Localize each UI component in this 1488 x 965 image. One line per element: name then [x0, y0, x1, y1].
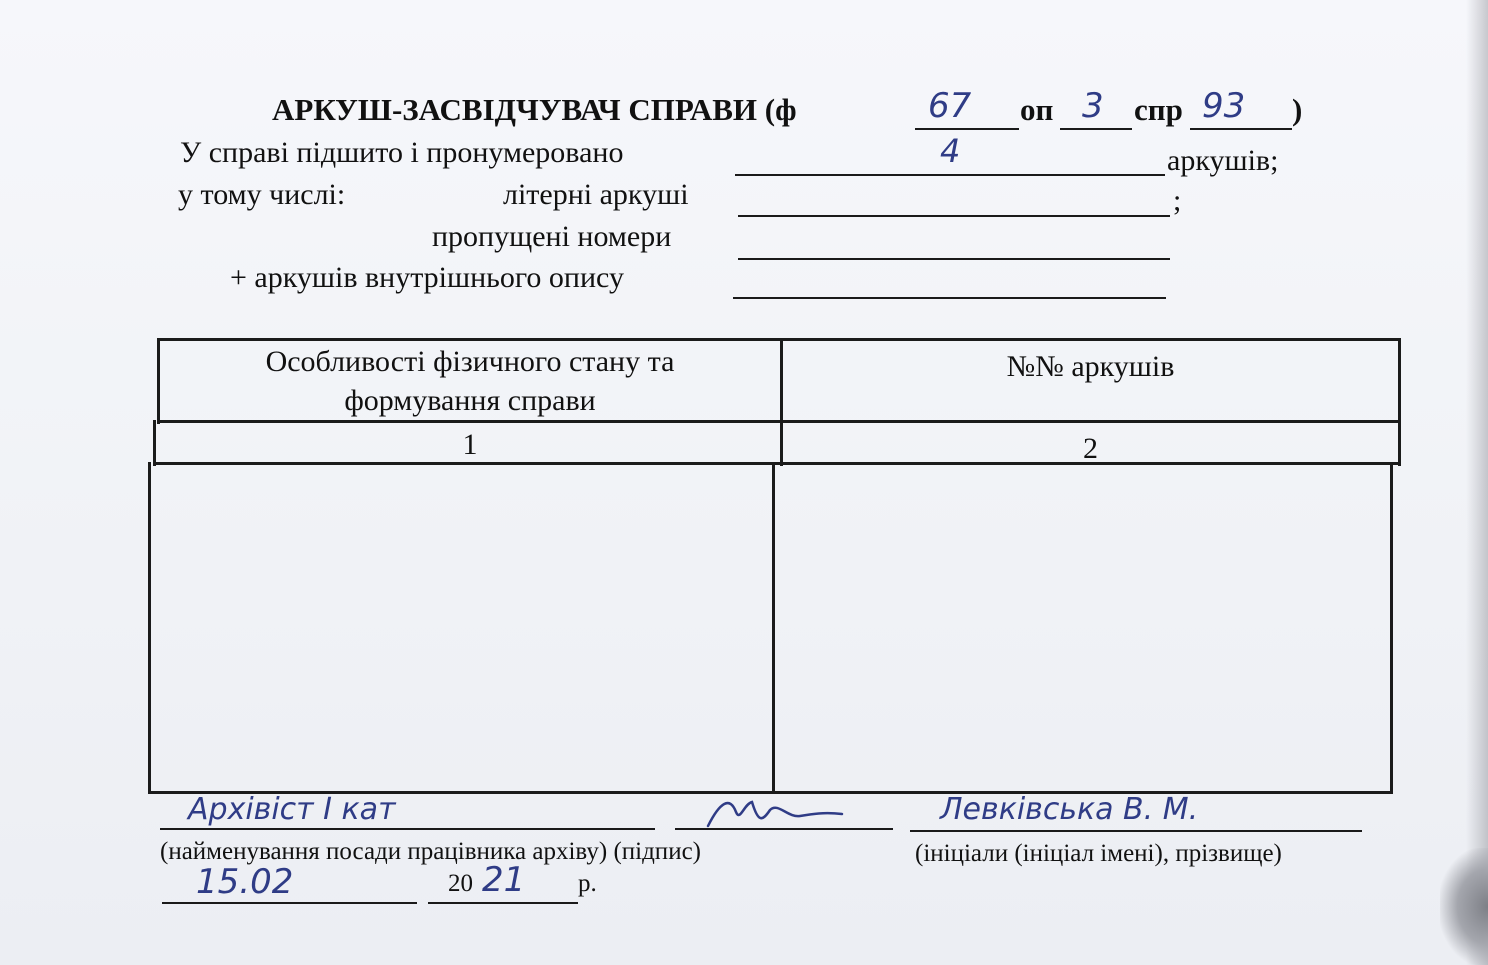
inventory-sheets-underline [733, 297, 1166, 299]
sewn-numbered-label: У справі підшито і пронумеровано [180, 136, 624, 169]
column-1-number: 1 [462, 428, 478, 461]
date-underline [162, 902, 417, 904]
position-handwritten-value: Архівіст І кат [188, 792, 396, 827]
sheet-count-underline [735, 174, 1165, 176]
year-handwritten-value: 21 [482, 860, 526, 900]
date-handwritten-value: 15.02 [196, 862, 294, 902]
spr-label: спр [1134, 92, 1183, 127]
missing-numbers-underline [738, 258, 1170, 260]
op-underline [1060, 128, 1132, 130]
document-title: АРКУШ-ЗАСВІДЧУВАЧ СПРАВИ (ф [272, 92, 797, 127]
including-label: у тому числі: [178, 178, 346, 211]
title-close-paren: ) [1292, 92, 1303, 127]
column-1-header-line-1: Особливості фізичного стану та [265, 345, 675, 378]
column-2-number: 2 [1083, 432, 1098, 465]
letter-sheets-underline [738, 215, 1170, 217]
page-edge-shadow [1466, 0, 1488, 965]
table-right-border-top [1398, 338, 1401, 466]
spr-underline [1190, 128, 1292, 130]
fond-underline [915, 128, 1019, 130]
name-underline [910, 830, 1362, 832]
handwritten-signature [700, 792, 850, 834]
position-underline [160, 828, 655, 830]
table-left-border-mid [153, 420, 156, 466]
year-underline [428, 902, 578, 904]
spr-handwritten-value: 93 [1202, 86, 1246, 126]
op-label: оп [1020, 92, 1054, 127]
page-corner-fold [1440, 848, 1488, 965]
missing-numbers-label: пропущені номери [432, 220, 672, 253]
name-caption: (ініціали (ініціал імені), прізвище) [915, 840, 1282, 867]
sheets-suffix: аркушів; [1167, 144, 1279, 177]
fond-handwritten-value: 67 [928, 86, 972, 126]
table-top-border [158, 338, 1400, 341]
op-handwritten-value: 3 [1082, 86, 1104, 126]
name-handwritten-value: Левківська В. М. [940, 792, 1199, 827]
table-column-divider-bottom [772, 462, 775, 794]
letter-sheets-label: літерні аркуші [503, 178, 689, 211]
year-prefix: 20 [448, 870, 473, 897]
table-left-border-bottom [148, 462, 151, 794]
inventory-sheets-label: + аркушів внутрішнього опису [230, 261, 624, 294]
table-header-divider [158, 420, 1400, 423]
year-suffix: р. [578, 870, 597, 897]
letter-sheets-suffix: ; [1173, 184, 1182, 217]
sheet-count-handwritten-value: 4 [940, 132, 961, 170]
column-2-header: №№ аркушів [1006, 350, 1175, 383]
table-right-border-bottom [1390, 462, 1393, 794]
position-signature-caption: (найменування посади працівника архіву) (підпис) [160, 838, 701, 865]
column-1-header-line-2: формування справи [344, 384, 596, 417]
